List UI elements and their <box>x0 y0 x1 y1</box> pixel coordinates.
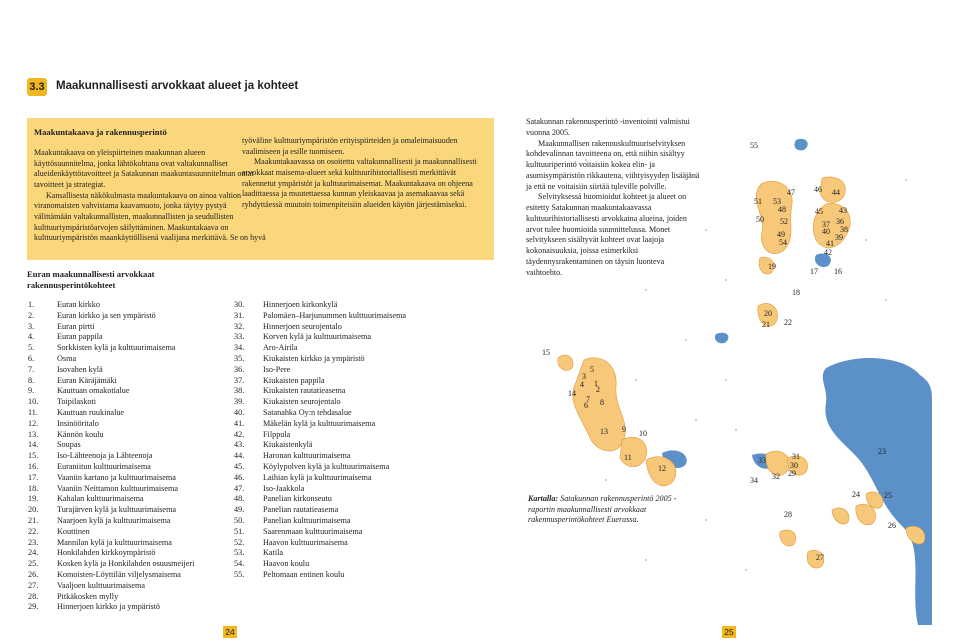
map-label: 23 <box>878 447 886 456</box>
list-item <box>234 440 406 451</box>
list-item-number: 4. <box>28 332 35 342</box>
list-item-number: 11. <box>28 407 38 417</box>
list-item-text: Iso-Pere <box>263 364 291 374</box>
list-item-number: 46. <box>234 472 245 482</box>
list-item-number: 25. <box>28 559 39 569</box>
list-item <box>234 505 406 516</box>
list-item-number: 24. <box>28 548 39 558</box>
map-label: 30 <box>790 461 798 470</box>
list-item-number: 15. <box>28 451 39 461</box>
map-label: 34 <box>750 476 758 485</box>
list-item-number: 2. <box>28 310 35 320</box>
list-item <box>28 592 194 603</box>
map-label: 24 <box>852 490 860 499</box>
list-item-text: Kahalan kulttuurimaisema <box>57 494 144 504</box>
list-item-text: Naarjoen kylä ja kulttuurimaisema <box>57 515 171 525</box>
list-item <box>28 332 194 343</box>
list-item-text: Euran Käräjämäki <box>57 375 117 385</box>
map-label: 52 <box>780 217 788 226</box>
info-paragraph: Maakuntakaavassa on osoitettu valtakunnallisesti ja maakunnallisesti arvokkaat maisema-alueet sekä kulttuurihistoriallisesti merkittävät rakennetut ympäristöt ja kulttuurimaisemat. Maakuntakaava on ohjeena laadittaessa ja muutettaessa kunnan yleiskaavaa ja asemakaavaa sekä ryhdyttäessä muutoin toimenpiteisiin alueiden käytön järjestämiseksi. <box>242 157 477 209</box>
list-item-number: 49. <box>234 505 245 515</box>
list-item <box>234 570 406 581</box>
list-item <box>28 516 194 527</box>
list-item-number: 40. <box>234 407 245 417</box>
list-item <box>28 473 194 484</box>
list-item-number: 1. <box>28 300 35 309</box>
list-item-text: Soupas <box>57 440 81 450</box>
list-item-text: Katila <box>263 548 284 558</box>
list-item <box>28 440 194 451</box>
list-item-text: Kiukaisten seurojentalo <box>263 397 341 407</box>
list-item <box>28 408 194 419</box>
list-item-text: Iso-Jaakkola <box>263 483 305 493</box>
list-item <box>234 311 406 322</box>
info-paragraph: Maakuntakaava on yleispiirteinen maakunnan alueen käyttösuunnitelma, jonka lähtökohtana ovat valtakunnalliset alueidenkäyttötavoitteet ja Satakunnan maakuntasuunnitelman omat tavoitteet ja strategiat. <box>34 148 254 189</box>
map-label: 3 <box>582 372 586 381</box>
map-label: 16 <box>834 267 842 276</box>
list-item-text: Mannilan kylä ja kulttuurimaisema <box>57 537 172 547</box>
list-item-text: Euran kirkko <box>57 300 100 309</box>
map-label: 1 <box>594 379 598 388</box>
map-label: 26 <box>888 521 896 530</box>
info-paragraph: työväline kulttuuriympäristön erityispiirteiden ja omaleimaisuuden vaalimiseen ja esille tuomiseen. <box>242 136 458 156</box>
list-item-text: Euraniitun kulttuurimaisema <box>57 461 151 471</box>
list-item-text: Kouttinen <box>57 526 90 536</box>
list-item-text: Peltomaan entinen koulu <box>263 569 345 579</box>
list-item <box>234 527 406 538</box>
map-label: 28 <box>784 510 792 519</box>
map-label: 27 <box>816 553 824 562</box>
map-label: 46 <box>814 185 822 194</box>
section-number: 3.3 <box>27 78 47 96</box>
list-item-text: Sorkkisten kylä ja kulttuurimaisema <box>57 343 176 353</box>
list-item-text: Kiukaisten rautatieasema <box>263 386 346 396</box>
list-item-text: Turajärven kylä ja kulttuurimaisema <box>57 505 177 515</box>
list-item <box>28 505 194 516</box>
site-list-left <box>28 300 194 613</box>
page-number-left: 24 <box>223 626 237 638</box>
map-label: 20 <box>764 309 772 318</box>
list-item-text: Kosken kylä ja Honkilahden osuusmeijeri <box>57 559 195 569</box>
text-paragraph: Maakunnallisen rakennuskulttuuriselvityksen kohdevalinnan tavoitteena on, että niihin sisältyy kulttuuriperintö voitaisiin kokea elin- ja asumisympäristön rikkautena, viihtyisyyden lisääjänä ja että ne voitaisiin siirtää tuleville polville. <box>526 138 700 191</box>
list-item-text: Iso-Lähteenoja ja Lähteenoja <box>57 451 153 461</box>
list-item-text: Insinööritalo <box>57 418 99 428</box>
map-label: 40 <box>822 227 830 236</box>
list-item-text: Satanahka Oy:n tehdasalue <box>263 407 352 417</box>
list-item-text: Haavon koulu <box>263 559 310 569</box>
map-label: 10 <box>639 429 647 438</box>
list-item <box>234 365 406 376</box>
list-item <box>234 462 406 473</box>
list-item-number: 19. <box>28 494 39 504</box>
list-item <box>28 602 194 613</box>
list-item <box>234 322 406 333</box>
map-label: 31 <box>792 452 800 461</box>
list-item-text: Toipilaskoti <box>57 397 96 407</box>
list-item-text: Euran pirtti <box>57 321 95 331</box>
list-item-text: Palomäen–Harjunummen kulttuurimaisema <box>263 310 407 320</box>
list-item <box>234 451 406 462</box>
map-label: 50 <box>756 215 764 224</box>
list-item <box>234 494 406 505</box>
list-item <box>28 494 194 505</box>
list-item-text: Mäkelän kylä ja kulttuurimaisema <box>263 418 376 428</box>
list-item-number: 44. <box>234 451 245 461</box>
map-label: 5 <box>590 365 594 374</box>
list-item <box>28 354 194 365</box>
list-item-number: 16. <box>28 461 39 471</box>
list-item <box>234 559 406 570</box>
list-item-number: 30. <box>234 300 245 309</box>
map-label: 53 <box>773 197 781 206</box>
list-item-text: Kiukaisten kirkko ja ympäristö <box>263 353 365 363</box>
list-item-number: 29. <box>28 602 39 612</box>
map-label: 11 <box>624 453 632 462</box>
caption-label: Kartalla: <box>528 494 559 503</box>
list-item-number: 9. <box>28 386 35 396</box>
list-item-number: 39. <box>234 397 245 407</box>
map-label: 14 <box>568 389 576 398</box>
list-item <box>234 397 406 408</box>
right-column-text <box>526 117 701 278</box>
list-item <box>234 419 406 430</box>
list-item-number: 12. <box>28 418 39 428</box>
list-item-number: 13. <box>28 429 39 439</box>
map-label: 38 <box>840 225 848 234</box>
map-caption <box>528 494 698 526</box>
list-item-text: Komoisten-Löyttilän viljelysmaisema <box>57 569 181 579</box>
list-item-text: Korven kylä ja kulttuurimaisema <box>263 332 372 342</box>
map-label: 12 <box>658 464 666 473</box>
list-item-text: Haavon kulttuurimaisema <box>263 537 348 547</box>
map-label: 48 <box>778 205 786 214</box>
list-item-number: 54. <box>234 559 245 569</box>
list-item <box>234 548 406 559</box>
list-item <box>28 343 194 354</box>
list-item <box>234 430 406 441</box>
map-label: 55 <box>750 141 758 150</box>
map-label: 7 <box>586 395 590 404</box>
list-item-text: Panelian kirkonseutu <box>263 494 332 504</box>
map-label: 19 <box>768 262 776 271</box>
list-item-number: 41. <box>234 418 245 428</box>
site-list-right <box>234 300 406 581</box>
list-item-number: 45. <box>234 461 245 471</box>
caption-text: Satakunnan rakennusperintö 2005 -raportin maakunnallisesti arvokkaat rakennusperintökohteet Euerassa. <box>528 494 677 525</box>
map-label: 33 <box>758 456 766 465</box>
list-item <box>234 408 406 419</box>
list-item <box>234 343 406 354</box>
list-item-number: 36. <box>234 364 245 374</box>
map-label: 18 <box>792 288 800 297</box>
list-item-number: 3. <box>28 321 35 331</box>
list-item <box>234 473 406 484</box>
list-item-text: Osma <box>57 353 77 363</box>
list-item-number: 7. <box>28 364 35 374</box>
map-label: 32 <box>772 472 780 481</box>
list-item-number: 20. <box>28 505 39 515</box>
list-item-text: Pitkäkosken mylly <box>57 591 119 601</box>
list-item-text: Laihian kylä ja kulttuurimaisema <box>263 472 372 482</box>
list-item-number: 51. <box>234 526 245 536</box>
list-item <box>28 397 194 408</box>
list-item-number: 43. <box>234 440 245 450</box>
list-item-text: Haronan kulttuurimaisema <box>263 451 351 461</box>
page-number-right: 25 <box>722 626 736 638</box>
map-label: 2 <box>596 385 600 394</box>
list-item-text: Euran pappila <box>57 332 103 342</box>
list-item-number: 26. <box>28 569 39 579</box>
info-box-column-2 <box>242 136 490 211</box>
list-item-number: 6. <box>28 353 35 363</box>
list-item-text: Saarenmaan kulttuurimaisema <box>263 526 363 536</box>
list-item-number: 52. <box>234 537 245 547</box>
list-item <box>234 300 406 311</box>
list-item-number: 5. <box>28 343 35 353</box>
list-item-text: Hinnerjoen seurojentalo <box>263 321 342 331</box>
list-item-number: 53. <box>234 548 245 558</box>
list-item-number: 42. <box>234 429 245 439</box>
list-item <box>28 386 194 397</box>
list-item-number: 27. <box>28 580 39 590</box>
list-item <box>28 322 194 333</box>
list-item <box>28 419 194 430</box>
map-label: 51 <box>754 197 762 206</box>
map-label: 44 <box>832 188 840 197</box>
list-item <box>234 354 406 365</box>
list-item-number: 28. <box>28 591 39 601</box>
list-item <box>28 581 194 592</box>
list-item-text: Köylypolven kylä ja kulttuurimaisema <box>263 461 390 471</box>
list-item <box>28 376 194 387</box>
list-item-text: Aro-Airila <box>263 343 298 353</box>
info-box-column-1 <box>34 148 266 244</box>
list-item <box>28 570 194 581</box>
info-box-heading: Maakuntakaava ja rakennusperintö <box>34 127 167 137</box>
list-item-text: Panelian rautatieasema <box>263 505 339 515</box>
list-item <box>28 311 194 322</box>
map-label: 17 <box>810 267 818 276</box>
list-item-number: 35. <box>234 353 245 363</box>
list-item-number: 10. <box>28 397 39 407</box>
list-item-number: 31. <box>234 310 245 320</box>
list-item-text: Vaaniin kartano ja kulttuurimaisema <box>57 472 176 482</box>
list-item <box>28 527 194 538</box>
list-item-text: Hinnerjoen kirkonkylä <box>263 300 338 309</box>
list-item-text: Kiukaistenkylä <box>263 440 313 450</box>
map-label: 15 <box>542 348 550 357</box>
map-label: 21 <box>762 320 770 329</box>
map-label: 39 <box>835 233 843 242</box>
list-item <box>28 451 194 462</box>
list-item-text: Kännön koulu <box>57 429 104 439</box>
list-item-text: Vaaljoen kulttuurimaisema <box>57 580 145 590</box>
list-item-text: Isovahen kylä <box>57 364 103 374</box>
list-item <box>28 430 194 441</box>
list-item-text: Hinnerjoen kirkko ja ympäristö <box>57 602 161 612</box>
map-label: 45 <box>815 207 823 216</box>
list-heading: Euran maakunnallisesti arvokkaat rakennusperintökohteet <box>27 269 155 290</box>
list-item-number: 50. <box>234 515 245 525</box>
list-item-number: 23. <box>28 537 39 547</box>
map-label: 29 <box>788 469 796 478</box>
list-item-number: 33. <box>234 332 245 342</box>
list-item-text: Filppula <box>263 429 291 439</box>
list-item-text: Kauttuan omakotialue <box>57 386 130 396</box>
list-item-number: 22. <box>28 526 39 536</box>
list-item <box>234 332 406 343</box>
list-item-number: 34. <box>234 343 245 353</box>
list-item <box>28 538 194 549</box>
list-item-number: 48. <box>234 494 245 504</box>
info-paragraph: Kansallisesta näkökulmasta maakuntakaava on ainoa valtion viranomaisten vahvistama kaavamuoto, jonka täytyy pystyä välittämään valtakunnallisten, maakunnallisten ja seudullisten kulttuuriympäristöarvojen säilyttäminen. Maakuntakaava on kulttuuriympäristön maankäyttöllisenä vaalijana merkittävä. Se on hyvä <box>34 190 266 243</box>
map-label: 54 <box>779 238 787 247</box>
list-item <box>234 516 406 527</box>
list-item-number: 17. <box>28 472 39 482</box>
text-paragraph: Selvityksessä huomioidut kohteet ja alueet on esitetty Satakunnan maakuntakaavassa kulttuurihistoriallisesti arvokkaina alueina, joiden arvot tulee huomioida suunnittelussa. Monet selvitykseen sisältyvät kohteet ovat laajoja kokonaisuuksia, joissa esimerkiksi täydennysrakentaminen on täysin luonteva vaihtoehto. <box>526 192 687 277</box>
list-item-number: 55. <box>234 569 245 579</box>
list-item <box>234 538 406 549</box>
list-item <box>28 548 194 559</box>
list-item <box>28 462 194 473</box>
list-item-text: Panelian kulttuurimaisema <box>263 515 351 525</box>
list-item-number: 8. <box>28 375 35 385</box>
list-item-text: Euran kirkko ja sen ympäristö <box>57 310 156 320</box>
list-item <box>28 365 194 376</box>
list-item-number: 47. <box>234 483 245 493</box>
map-label: 22 <box>784 318 792 327</box>
map-label: 41 <box>826 239 834 248</box>
map-label: 36 <box>836 217 844 226</box>
text-paragraph: Satakunnan rakennusperintö -inventointi valmistui vuonna 2005. <box>526 117 690 137</box>
map-label: 6 <box>584 401 588 410</box>
section-title: Maakunnallisesti arvokkaat alueet ja kohteet <box>56 80 299 92</box>
map-label: 9 <box>622 425 626 434</box>
list-item <box>234 376 406 387</box>
list-item <box>28 559 194 570</box>
list-item <box>28 484 194 495</box>
list-item-number: 18. <box>28 483 39 493</box>
list-item-text: Vaaniin Neittamon kulttuurimaisema <box>57 483 178 493</box>
map-label: 13 <box>600 427 608 436</box>
map-label: 42 <box>824 248 832 257</box>
list-item-number: 32. <box>234 321 245 331</box>
map-label: 4 <box>580 380 584 389</box>
list-item-number: 21. <box>28 515 39 525</box>
map-label: 8 <box>600 398 604 407</box>
list-item-text: Honkilahden kirkkoympäristö <box>57 548 156 558</box>
list-item <box>28 300 194 311</box>
map-label: 43 <box>839 206 847 215</box>
map-label: 37 <box>822 220 830 229</box>
list-item <box>234 484 406 495</box>
list-item-text: Kiukaisten pappila <box>263 375 325 385</box>
list-item <box>234 386 406 397</box>
list-item-number: 37. <box>234 375 245 385</box>
list-item-number: 38. <box>234 386 245 396</box>
map-label: 49 <box>777 230 785 239</box>
map-label: 47 <box>787 188 795 197</box>
list-item-text: Kauttuan ruukinalue <box>57 407 125 417</box>
list-item-number: 14. <box>28 440 39 450</box>
map-label: 25 <box>884 491 892 500</box>
